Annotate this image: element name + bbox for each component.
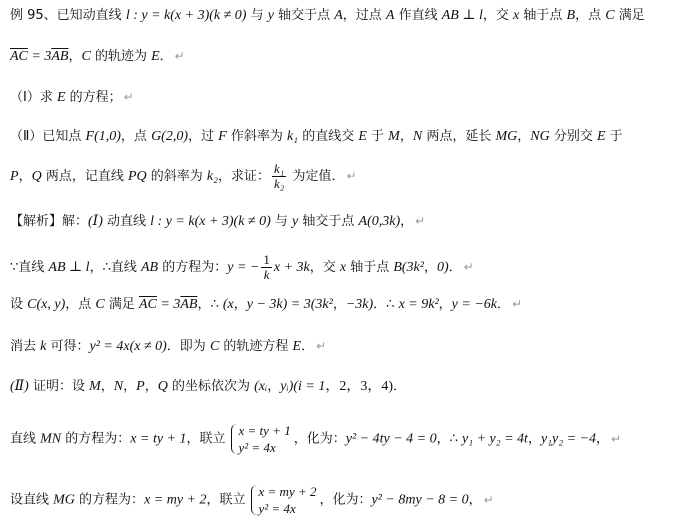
text: ， — [18, 169, 32, 184]
math: MG — [53, 492, 75, 508]
math: A — [385, 8, 395, 23]
text: ，化为： — [293, 431, 346, 447]
solution-line-5 — [10, 378, 406, 396]
return-mark-icon: ↵ — [174, 49, 185, 63]
return-mark-icon: ↵ — [611, 431, 622, 446]
text: ， — [423, 260, 437, 275]
problem-statement-line-1 — [10, 7, 645, 25]
math: G(2,0) — [151, 129, 188, 144]
math: (Ⅱ) — [10, 379, 29, 394]
math: 0) — [436, 260, 449, 275]
math: MG — [495, 129, 518, 144]
math: C(x, y) — [27, 297, 66, 312]
math: x = 9k² — [398, 297, 439, 312]
math: E — [151, 49, 160, 64]
solution-line-7 — [10, 483, 494, 517]
text: ， — [233, 297, 247, 312]
math: y₁y₂ = −4 — [540, 431, 597, 447]
return-mark-icon: ↵ — [463, 260, 474, 274]
text: 的轨迹方程 — [219, 339, 293, 354]
text: ， — [123, 379, 137, 394]
text: ，∴直线 — [89, 260, 141, 275]
text: 轴交于点 — [273, 8, 335, 23]
text: ， — [399, 129, 413, 144]
text: 的直线交 — [298, 129, 359, 144]
math: E — [358, 129, 367, 144]
text: 的方程为： — [74, 492, 145, 508]
vector-ac: $\overline{AC}$ — [138, 297, 157, 312]
math: x + 3k — [273, 260, 310, 275]
math: F — [218, 129, 227, 144]
text: 证明：设 — [28, 379, 90, 394]
text: （Ⅱ）已知点 — [10, 129, 86, 144]
text: 设直线 — [10, 492, 54, 508]
text: ，∴ — [436, 431, 462, 447]
text: 消去 — [10, 339, 41, 354]
system-equation-2: y² = 4x — [258, 501, 296, 516]
math: = 3 — [156, 297, 181, 312]
math: x = ty + 1 — [130, 431, 187, 447]
math: x — [513, 8, 520, 23]
math: B — [566, 8, 576, 23]
text: 的方程； — [65, 90, 122, 105]
math: F(1,0) — [85, 129, 121, 144]
numerator: k₁ — [274, 161, 285, 176]
text: ， — [596, 431, 610, 447]
math: E — [596, 129, 606, 144]
text: （Ⅰ）求 — [10, 90, 57, 105]
math: ，2，3，4) — [325, 379, 393, 394]
text: ， — [400, 214, 414, 229]
text: 作直线 — [394, 8, 442, 23]
denominator: k — [263, 267, 270, 282]
text: 为定值． — [288, 169, 345, 184]
solution-line-6 — [10, 422, 621, 456]
text: 轴于点 — [519, 8, 567, 23]
math: PQ — [127, 169, 147, 184]
math: y₁ + y₂ = 4t — [462, 431, 528, 447]
math: l : y = k(x + 3)(k ≠ 0) — [125, 8, 247, 23]
text: ，交 — [309, 260, 340, 275]
math: y² − 4ty − 4 = 0 — [345, 431, 437, 447]
solution-line-1 — [10, 212, 425, 231]
math: A(0,3k) — [358, 214, 401, 229]
solution-line-4 — [10, 337, 326, 356]
math: P — [136, 379, 145, 394]
vector-ab: $\overline{AB}$ — [51, 49, 69, 64]
text: 的坐标依次为 — [167, 379, 255, 394]
text: ，过 — [188, 129, 219, 144]
text: 与 — [270, 214, 293, 229]
math: y² = 4x(x ≠ 0) — [89, 339, 167, 354]
denominator: k₂ — [274, 176, 285, 191]
text: 作斜率为 — [226, 129, 287, 144]
text: 分别交 — [549, 129, 597, 144]
text: 的轨迹为 — [90, 49, 152, 64]
text: 两点，记直线 — [41, 169, 128, 184]
solution-label: 【解析】解： — [10, 214, 89, 229]
text: ，点 — [575, 8, 606, 23]
math: yᵢ)(i = 1 — [280, 379, 326, 394]
text: ，化为： — [319, 492, 372, 508]
text: ， — [527, 431, 541, 447]
equation-system — [249, 483, 317, 517]
text: 的方程为： — [158, 260, 228, 275]
numerator: 1 — [263, 252, 270, 267]
math: (xᵢ — [254, 379, 268, 394]
math: C — [209, 339, 220, 354]
text: 轴于点 — [346, 260, 394, 275]
math: k₁ — [286, 129, 299, 144]
text: 满足 — [104, 297, 139, 312]
text: 动直线 — [102, 214, 151, 229]
math: E — [292, 339, 302, 354]
system-equation-1: x = ty + 1 — [238, 423, 291, 438]
text: 与 — [246, 8, 268, 23]
fraction-1-over-k — [261, 253, 272, 282]
text: ．∴ — [373, 297, 399, 312]
text: 于 — [605, 129, 623, 144]
return-mark-icon: ↵ — [415, 214, 426, 228]
text: 的斜率为 — [146, 169, 207, 184]
math: NG — [530, 129, 550, 144]
text: ， — [517, 129, 531, 144]
text: 于 — [366, 129, 389, 144]
math: MN — [40, 431, 62, 447]
text: 两点，延长 — [422, 129, 496, 144]
text: 设 — [10, 297, 28, 312]
return-mark-icon: ↵ — [346, 169, 357, 183]
text: 可得： — [46, 339, 90, 354]
text: ，点 — [65, 297, 96, 312]
math: l : y = k(x + 3)(k ≠ 0) — [150, 214, 271, 229]
math: AB ⊥ l — [48, 260, 90, 275]
math: y — [267, 8, 274, 23]
question-part-1 — [10, 88, 134, 107]
math: AB — [140, 260, 159, 275]
math: Q — [31, 169, 42, 184]
math: N — [412, 129, 423, 144]
math: AB ⊥ l — [441, 8, 483, 23]
math: B(3k² — [393, 260, 424, 275]
text: ， — [267, 379, 281, 394]
return-mark-icon: ↵ — [123, 90, 134, 104]
text: ，求证： — [218, 169, 271, 184]
fraction-k1-over-k2 — [272, 162, 286, 191]
text: ． — [496, 297, 510, 312]
equation-system — [229, 422, 291, 456]
text: ，联立 — [206, 492, 246, 508]
return-mark-icon: ↵ — [512, 297, 523, 311]
math: (x — [222, 297, 234, 312]
text: ，过点 — [342, 8, 386, 23]
solution-line-2 — [10, 253, 474, 282]
math: N — [113, 379, 124, 394]
math: M — [89, 379, 101, 394]
text: ，点 — [120, 129, 152, 144]
text: ， — [468, 492, 482, 508]
vector-ac: $\overline{AC}$ — [10, 49, 28, 64]
text: ，∴ — [197, 297, 223, 312]
text: 直线 — [10, 431, 41, 447]
math: y = −6k — [451, 297, 497, 312]
system-equation-2: y² = 4x — [238, 440, 276, 455]
solution-line-3 — [10, 295, 522, 314]
text: ．即为 — [166, 339, 210, 354]
text: ． — [448, 260, 462, 275]
question-part-2-line-1 — [10, 128, 623, 146]
math: k — [40, 339, 47, 354]
math: y − 3k) = 3(3k² — [246, 297, 333, 312]
text: ， — [68, 49, 82, 64]
math: −3k) — [345, 297, 374, 312]
text: ， — [144, 379, 158, 394]
math: (Ⅰ) — [88, 214, 103, 229]
text: ． — [159, 49, 173, 64]
text: ∵直线 — [10, 260, 49, 275]
math: M — [388, 129, 400, 144]
text: ，联立 — [186, 431, 226, 447]
text: ， — [438, 297, 452, 312]
math: y — [292, 214, 299, 229]
math: y = − — [227, 260, 260, 275]
text: 满足 — [614, 8, 645, 23]
system-equation-1: x = my + 2 — [258, 484, 317, 499]
math: y² − 8my − 8 = 0 — [371, 492, 469, 508]
math: k₂ — [206, 169, 218, 184]
math: Q — [157, 379, 168, 394]
text: ． — [301, 339, 315, 354]
text: ． — [393, 379, 407, 394]
question-part-2-line-2 — [10, 162, 357, 191]
vector-ab: $\overline{AB}$ — [180, 297, 198, 312]
text: 的方程为： — [61, 431, 131, 447]
return-mark-icon: ↵ — [316, 339, 327, 353]
math: C — [95, 297, 105, 312]
text: ，交 — [482, 8, 514, 23]
text: 例 95、已知动直线 — [10, 8, 126, 23]
math: = 3 — [27, 49, 52, 64]
math: x — [339, 260, 347, 275]
return-mark-icon: ↵ — [483, 492, 494, 507]
text: 轴交于点 — [298, 214, 359, 229]
text: ， — [100, 379, 114, 394]
math: E — [56, 90, 66, 105]
math: C — [81, 49, 91, 64]
problem-statement-line-2 — [10, 47, 185, 66]
math: C — [605, 8, 615, 23]
math: P — [10, 169, 19, 184]
text: ， — [332, 297, 346, 312]
math: x = my + 2 — [144, 492, 207, 508]
math: A — [334, 8, 343, 23]
